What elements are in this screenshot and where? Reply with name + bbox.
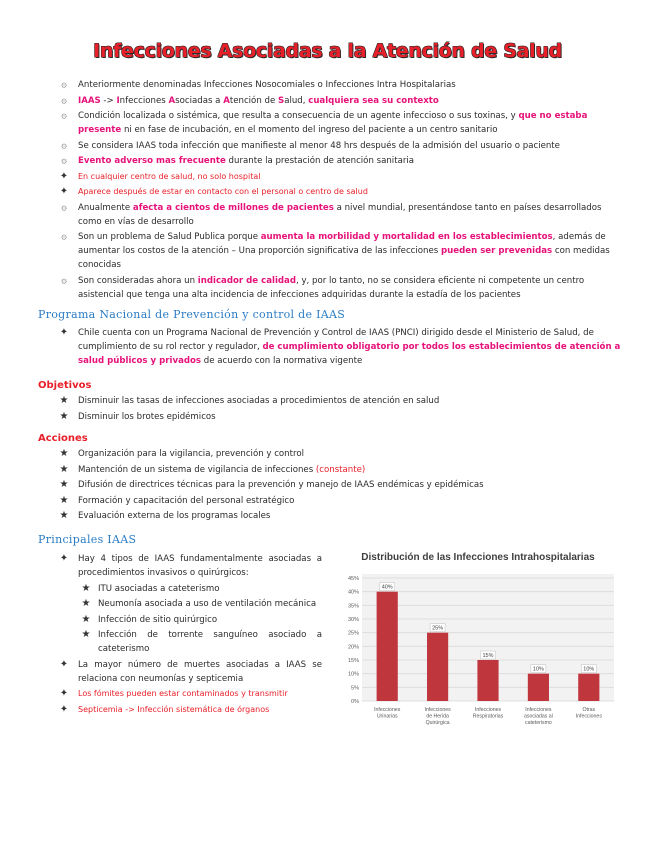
x-tick-label: Infecciones asociadas al cateterismo	[523, 707, 553, 726]
star-bullet-icon: ★	[59, 494, 69, 506]
list-item: ✦ En cualquier centro de salud, no solo hospital	[59, 170, 261, 182]
section-heading-objetivos: Objetivos	[38, 380, 92, 391]
objetivos-list	[56, 394, 621, 425]
x-tick-label: Otras Infecciones	[575, 707, 602, 720]
list-item: ۞ Condición localizada o sistémica, que resulta a consecuencia de un agente infeccioso o sus toxinas, y que no estaba presente ni en fase de incubación, en el momento del ingreso del paciente a un centro sanitario	[56, 109, 621, 137]
list-item: ★ Formación y capacitación del personal estratégico	[59, 494, 295, 506]
y-tick-label: 5%	[351, 685, 359, 692]
list-item: ۞ Anualmente afecta a cientos de millones de pacientes a nivel mundial, presentándose tanto en países desarrollados como en vías de desarrollo	[56, 201, 621, 229]
list-item: ✦ Los fómites pueden estar contaminados y transmitir	[59, 688, 288, 699]
x-tick-label: Infecciones Respiratorias	[472, 707, 504, 720]
section-heading-acciones: Acciones	[38, 433, 88, 444]
star-bullet-icon: ★	[59, 448, 69, 459]
list-item: ★ ITU asociadas a cateterismo	[81, 582, 220, 594]
list-item: ★ Mantención de un sistema de vigilancia de infecciones (constante)	[59, 463, 366, 475]
infections-chart	[336, 548, 620, 748]
star-bullet-icon: ★	[81, 598, 91, 609]
cross-bullet-icon: ✦	[59, 553, 69, 564]
bullet-icon: ۞	[61, 231, 67, 242]
list-item: ★ Organización para la vigilancia, prevención y control	[59, 448, 304, 459]
y-tick-label: 30%	[347, 617, 359, 623]
bar	[477, 660, 498, 701]
page-title: Infecciones Asociadas a la Atención de Salud	[93, 40, 562, 62]
y-tick-label: 0%	[351, 699, 359, 705]
star-bullet-icon: ★	[59, 479, 69, 490]
star-bullet-icon: ★	[59, 510, 69, 521]
x-tick-label: Infecciones de Herida Quirúrgica	[424, 707, 451, 726]
acciones-list	[56, 447, 621, 525]
bar	[528, 674, 549, 701]
list-item: ★ Difusión de directrices técnicas para la prevención y manejo de IAAS endémicas y epidémicas	[59, 479, 484, 490]
y-tick-label: 25%	[347, 630, 359, 637]
bar	[427, 633, 448, 701]
list-item: ۞ Son un problema de Salud Publica porque aumenta la morbilidad y mortalidad en los establecimientos, además de aumentar los costos de la atención – Una proporción significativa de las infecciones pueden ser prevenidas con medidas conocidas	[56, 230, 621, 272]
bullet-icon: ۞	[61, 139, 67, 151]
bullet-icon: ۞	[61, 94, 67, 106]
y-tick-label: 20%	[347, 644, 359, 651]
plus-bullet-icon: ✦	[59, 186, 69, 197]
list-item: ★ Evaluación externa de los programas locales	[59, 510, 271, 521]
section-heading-principales: Principales IAAS	[38, 533, 137, 546]
star-bullet-icon: ★	[81, 629, 91, 640]
principales-block	[56, 552, 322, 718]
list-item: ۞ IAAS -> Infecciones Asociadas a Atención de Salud, cualquiera sea su contexto	[56, 94, 621, 108]
list-item: ✦ Hay 4 tipos de IAAS fundamentalmente asociadas a procedimientos invasivos o quirúrgicos:	[59, 553, 322, 578]
y-tick-label: 40%	[347, 589, 359, 596]
list-item: ✦ Chile cuenta con un Programa Nacional de Prevención y Control de IAAS (PNCI) dirigido desde el Ministerio de Salud, de cumplimiento de su rol rector y regulador, de cumplimiento obligatorio por todos los establecimientos de atención a salud públicos y privados de acuerdo con la normativa vigente	[59, 327, 621, 366]
data-label: 25%	[432, 625, 444, 632]
bullet-icon: ۞	[61, 110, 67, 121]
programa-block	[56, 326, 621, 370]
list-item: ★ Infección de sitio quirúrgico	[81, 613, 218, 625]
bar	[377, 592, 398, 701]
y-tick-label: 35%	[347, 603, 359, 610]
y-tick-label: 45%	[347, 576, 359, 582]
plus-bullet-icon: ✦	[59, 688, 69, 699]
list-item: ✦ Septicemia -> Infección sistemática de órganos	[59, 703, 270, 715]
bullet-icon: ۞	[61, 201, 67, 213]
bullet-icon: ۞	[61, 155, 67, 166]
list-item: ✦ La mayor número de muertes asociadas a IAAS se relaciona con neumonías y septicemia	[59, 658, 322, 684]
data-label: 15%	[482, 653, 494, 659]
list-item: ۞ Se considera IAAS toda infección que manifieste al menor 48 hrs después de la admisión del usuario o paciente	[56, 139, 621, 153]
section-heading-programa: Programa Nacional de Prevención y control de IAAS	[38, 308, 346, 321]
list-item: ★ Infección de torrente sanguíneo asociado a cateterismo	[81, 629, 322, 654]
list-item: ★ Disminuir los brotes epidémicos	[59, 410, 216, 422]
intro-list	[56, 78, 621, 303]
tipos-list	[78, 582, 322, 657]
list-item: ۞ Son consideradas ahora un indicador de calidad, y, por lo tanto, no se considera eficiente ni competente un centro asistencial que tenga una alta incidencia de infecciones adquiridas durante la estadía de los pacientes	[56, 274, 621, 302]
data-label: 10%	[532, 666, 544, 673]
plus-bullet-icon: ✦	[59, 703, 69, 715]
list-item: ۞ Anteriormente denominadas Infecciones Nosocomiales o Infecciones Intra Hospitalarias	[56, 78, 621, 92]
star-bullet-icon: ★	[59, 410, 69, 422]
star-bullet-icon: ★	[81, 613, 91, 625]
list-item: ★ Neumonía asociada a uso de ventilación mecánica	[81, 598, 317, 609]
cross-bullet-icon: ✦	[59, 658, 69, 670]
list-item: ✦ Aparece después de estar en contacto con el personal o centro de salud	[59, 186, 368, 197]
star-bullet-icon: ★	[59, 463, 69, 475]
cross-bullet-icon: ✦	[59, 327, 69, 338]
bar	[578, 674, 599, 701]
data-label: 40%	[381, 584, 393, 591]
bullet-icon: ۞	[61, 79, 67, 90]
data-label: 10%	[583, 666, 595, 673]
star-bullet-icon: ★	[81, 582, 91, 594]
bullet-icon: ۞	[61, 274, 67, 286]
list-item: ★ Disminuir las tasas de infecciones asociadas a procedimientos de atención en salud	[59, 395, 440, 406]
x-tick-label: Infecciones Urinarias	[374, 707, 401, 720]
y-tick-label: 15%	[347, 658, 359, 664]
chart-canvas	[336, 548, 620, 748]
list-item: ۞ Evento adverso mas frecuente durante la prestación de atención sanitaria	[56, 154, 621, 168]
plus-bullet-icon: ✦	[59, 170, 69, 182]
star-bullet-icon: ★	[59, 395, 69, 406]
chart-title: Distribución de las Infecciones Intrahospitalarias	[361, 552, 595, 563]
y-tick-label: 10%	[347, 671, 359, 678]
